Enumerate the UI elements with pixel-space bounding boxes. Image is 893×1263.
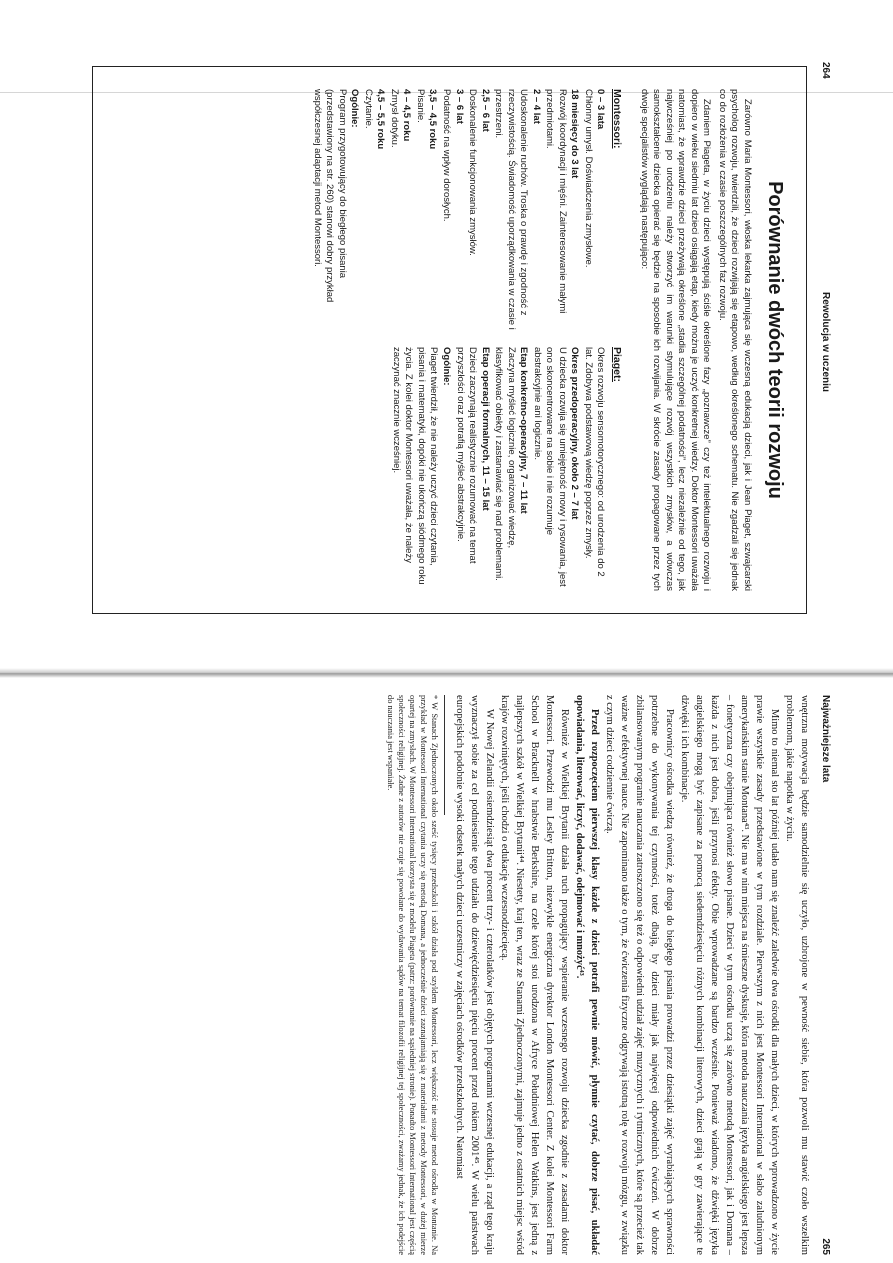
montessori-column: [309, 89, 623, 333]
stage-item: 0 – 3 lata Chłonny umysł. Doświadczenia zmysłowe.: [582, 89, 607, 268]
stage-item: Okres przedoperacyjny, około 2 – 7 lat U dziecka rozwija się umiejętność mowy i rysowania, jest ono skoncentrowane na sobie i nie rozumuje abstrakcyjnie ani logicznie.: [531, 347, 581, 587]
stage-item: Etap konkretno-operacyjny, 7 – 11 lat Zaczyna myśleć logicznie, organizować wiedzę, klasyfikować obiekty i zastanawiać się nad problemami.: [493, 347, 530, 581]
running-head-title: Rewolucja w uczeniu: [820, 291, 831, 393]
page-number: 264: [820, 62, 831, 79]
intro-paragraph: Zdaniem Piageta, w życiu dzieci występują ściśle określone fazy „poznawcze” czy też intelektualnego rozwoju i dopiero w wieku siedmiu lat dzieci osiągają etap, kiedy można je uczyć konkretnej wiedzy. Doktor Montessori uważała natomiast, że wprawdzie dzieci przeżywają określone „stadia szczególnej podatności”, lecz niezależnie od tego, jak najwcześniej po urodzeniu należy stworzyć im warunki stymulujące rozwój wszystkich zmysłów, a wówczas samokształcenie dziecka opierać się będzie na sposobie ich rozwijania. W skrócie zasady propagowane przez tych dwoje specjalistów wyglądają następująco:: [638, 89, 713, 591]
piaget-heading: Piaget:: [611, 347, 624, 383]
page-264: [75, 62, 835, 622]
page-number: 265: [820, 1238, 831, 1255]
stage-item: Ogólnie: Program przygotowujący do biegłego pisania (przedstawiony na str. 260) stanowi dobry przykład współczesnej adaptacji metod Montessori.: [311, 89, 361, 303]
paragraph: Również w Wielkiej Brytanii działa ruch propagujący wspieranie wczesnego rozwoju dziecka zgodnie z zasadami doktor Montessori. Przewodzi mu Lesley Britton, niezwykle energiczna dyrektor London Montessori Center. Z kolei Montessori Farm School w Bracknell w hrabstwie Berkshire, na czele której stoi urodzona w Afryce Południowej Helen Watkins, jest jedną z najlepszych szkół w Wielkiej Brytanii⁴⁴. Niestety, kraj ten, wraz ze Stanami Zjednoczonymi, zajmuje jedno z ostatnich miejsc wśród krajów rozwiniętych, jeśli chodzi o edukację wczesnodziecięcą.: [499, 695, 571, 1255]
piaget-column: [309, 347, 623, 591]
box-intro: [637, 89, 753, 591]
stage-item: 4,5 – 5,5 roku Czytanie.: [362, 89, 387, 150]
stage-item: 4 – 4,5 roku Zmysł dotyku.: [388, 89, 413, 148]
stage-item: 18 miesięcy do 3 lat Rozwój koordynacji i mięśni. Zainteresowanie małymi przedmiotami.: [544, 89, 581, 314]
footnote: * W Stanach Zjednoczonych około sześć tysięcy przedszkoli i szkół działa pod szyldem Montessori, lecz większość nie stosuje metod ośrodka w Montanie. Na przykład w Montessori International czytania uczy się metodą Domana, a jednocześnie dzieci zaznajamiają się z materiałami z metody Montessori, w dużej mierze opartej na zmysłach. W Montessori International korzysta się z modelu Piageta (patrz: porównanie na sąsiedniej stronie). Ponadto Montessori International jest częścią społeczności religijnej. Żadne z autorów nie czuje się powołane do wydawania sądów na temat filozofii religijnej tej społeczności, zważamy jednak, że ich podejście do nauczania jest wspaniałe.: [386, 695, 440, 1255]
paragraph: Przed rozpoczęciem pierwszej klasy każde z dzieci potrafi pewnie mówić, płynnie czytać, dobrze pisać, układać opowiadania, literować, liczyć, dodawać, odejmować i mnożyć⁴³.: [574, 695, 601, 1255]
stage-item: 3 – 6 lat Podatność na wpływ dorosłych.: [440, 89, 465, 222]
stage-item: Ogólnie: Piaget twierdził, że nie należy uczyć dzieci czytania, pisania i matematyki, dopóki nie ukończą siódmego roku życia. Z kolei doktor Montessori uważała, że należy zaczynać znacznie wcześniej.: [390, 347, 452, 585]
comparison-box: [92, 66, 807, 614]
footnote-rule: [444, 695, 445, 815]
stage-item: Etap operacji formalnych, 11 – 15 lat Dzieci zaczynają realistycznie rozumować na temat przyszłości oraz potrafią myśleć abstrakcyjnie.: [454, 347, 491, 564]
paragraph: Pracownicy ośrodka wiedzą również, że droga do biegłego pisania prowadzi przez dziesiątki zajęć wyrabiających sprawności potrzebne do wykonywania tej czynności, toteż dbają, by dzieci miały jak najwięcej odpowiednich ćwiczeń. W dobrze zbilansowanym programie nauczania zatroszczono się też o odpowiedni udział zajęć muzycznych i rytmicznych, które są przecież tak ważne w efektywnej nauce. Nie zapominano także o tym, że ćwiczenia fizyczne odgrywają istotną rolę w rozwoju mózgu, w związku z czym dzieci codziennie ćwiczą.: [604, 695, 676, 1255]
stage-item: 2,5 – 6 lat Doskonalenie funkcjonowania zmysłów.: [467, 89, 491, 256]
stage-item: Okres rozwoju sensomotorycznego: od urodzenia do 2 lat. Zdobywa podstawową wiedzę poprzez zmysły.: [582, 347, 607, 577]
stage-item: 3,5 – 4,5 roku Pisanie.: [414, 89, 439, 150]
paragraph: Mimo to niemal sto lat później udało nam się znaleźć zaledwie dwa ośrodki dla małych dzieci, w których wprowadzono w życie prawie wszystkie zasady przedstawione w tym rozdziale. Pierwszym z nich jest Montessori International w słabo zaludnionym amerykańskim stanie Montana⁴³. Nie ma w nim miejsca na śmieszne dyskusje, która metoda nauczania języka angielskiego jest lepsza – fonetyczna czy obejmująca również słowo pisane. Dzieci w tym ośrodku uczą się zarówno metodą Montessori, jak i Domana – każda z nich jest dobra, jeśli przynosi efekty. Obie wprowadzane są bardzo wcześnie. Ponieważ wiadomo, że dźwięki języka angielskiego mogą być zapisane za pomocą siedemdziesięciu różnych kombinacji literowych, dzieci grają w gry zawierające te dźwięki i ich kombinacje.: [679, 695, 781, 1255]
intro-paragraph: Zarówno Maria Montessori, włoska lekarka zajmująca się wczesną edukacją dzieci, jak i Jean Piaget, szwajcarski psycholog rozwoju, twierdzili, że dzieci rozwijają się etapowo, według określonego schematu. Nie zgadzali się jednak co do rozłożenia w czasie poszczególnych faz rozwoju.: [716, 89, 753, 591]
running-header: [815, 62, 835, 622]
paragraph: wnętrzna motywacja będzie samodzielnie się uczyło, uzbrojone w pewność siebie, która pozwoli mu stawić czoło wszelkim problemom, jakie napotka w życiu.: [784, 695, 810, 1255]
book-gutter-shadow: [0, 668, 893, 678]
body-text: [385, 695, 811, 1255]
paragraph: W Nowej Zelandii osiemdziesiąt dwa procent trzy- i czterolatków jest objętych programami wczesnej edukacji, a rząd tego kraju wyznaczył sobie za cel podniesienie tego udziału do dziewięćdziesięciu pięciu procent przed rokiem 2001⁴⁵. W wielu państwach europejskich podobnie wysoki odsetek małych dzieci uczestniczy w zajęciach ośrodków przedszkolnych. Natomiast: [454, 695, 496, 1255]
page-265: [35, 695, 835, 1255]
running-header: [815, 695, 835, 1255]
theory-columns: [309, 89, 623, 591]
stage-item: 2 – 4 lat Udoskonalenie ruchów. Troska o prawdę i zgodność z rzeczywistością. Świadomość uporządkowania w czasie i przestrzeni.: [493, 89, 542, 330]
running-head-title: Najważniejsze lata: [820, 695, 831, 783]
montessori-heading: Montessori:: [611, 89, 624, 149]
box-title: Porównanie dwóch teorii rozwoju: [764, 181, 786, 499]
